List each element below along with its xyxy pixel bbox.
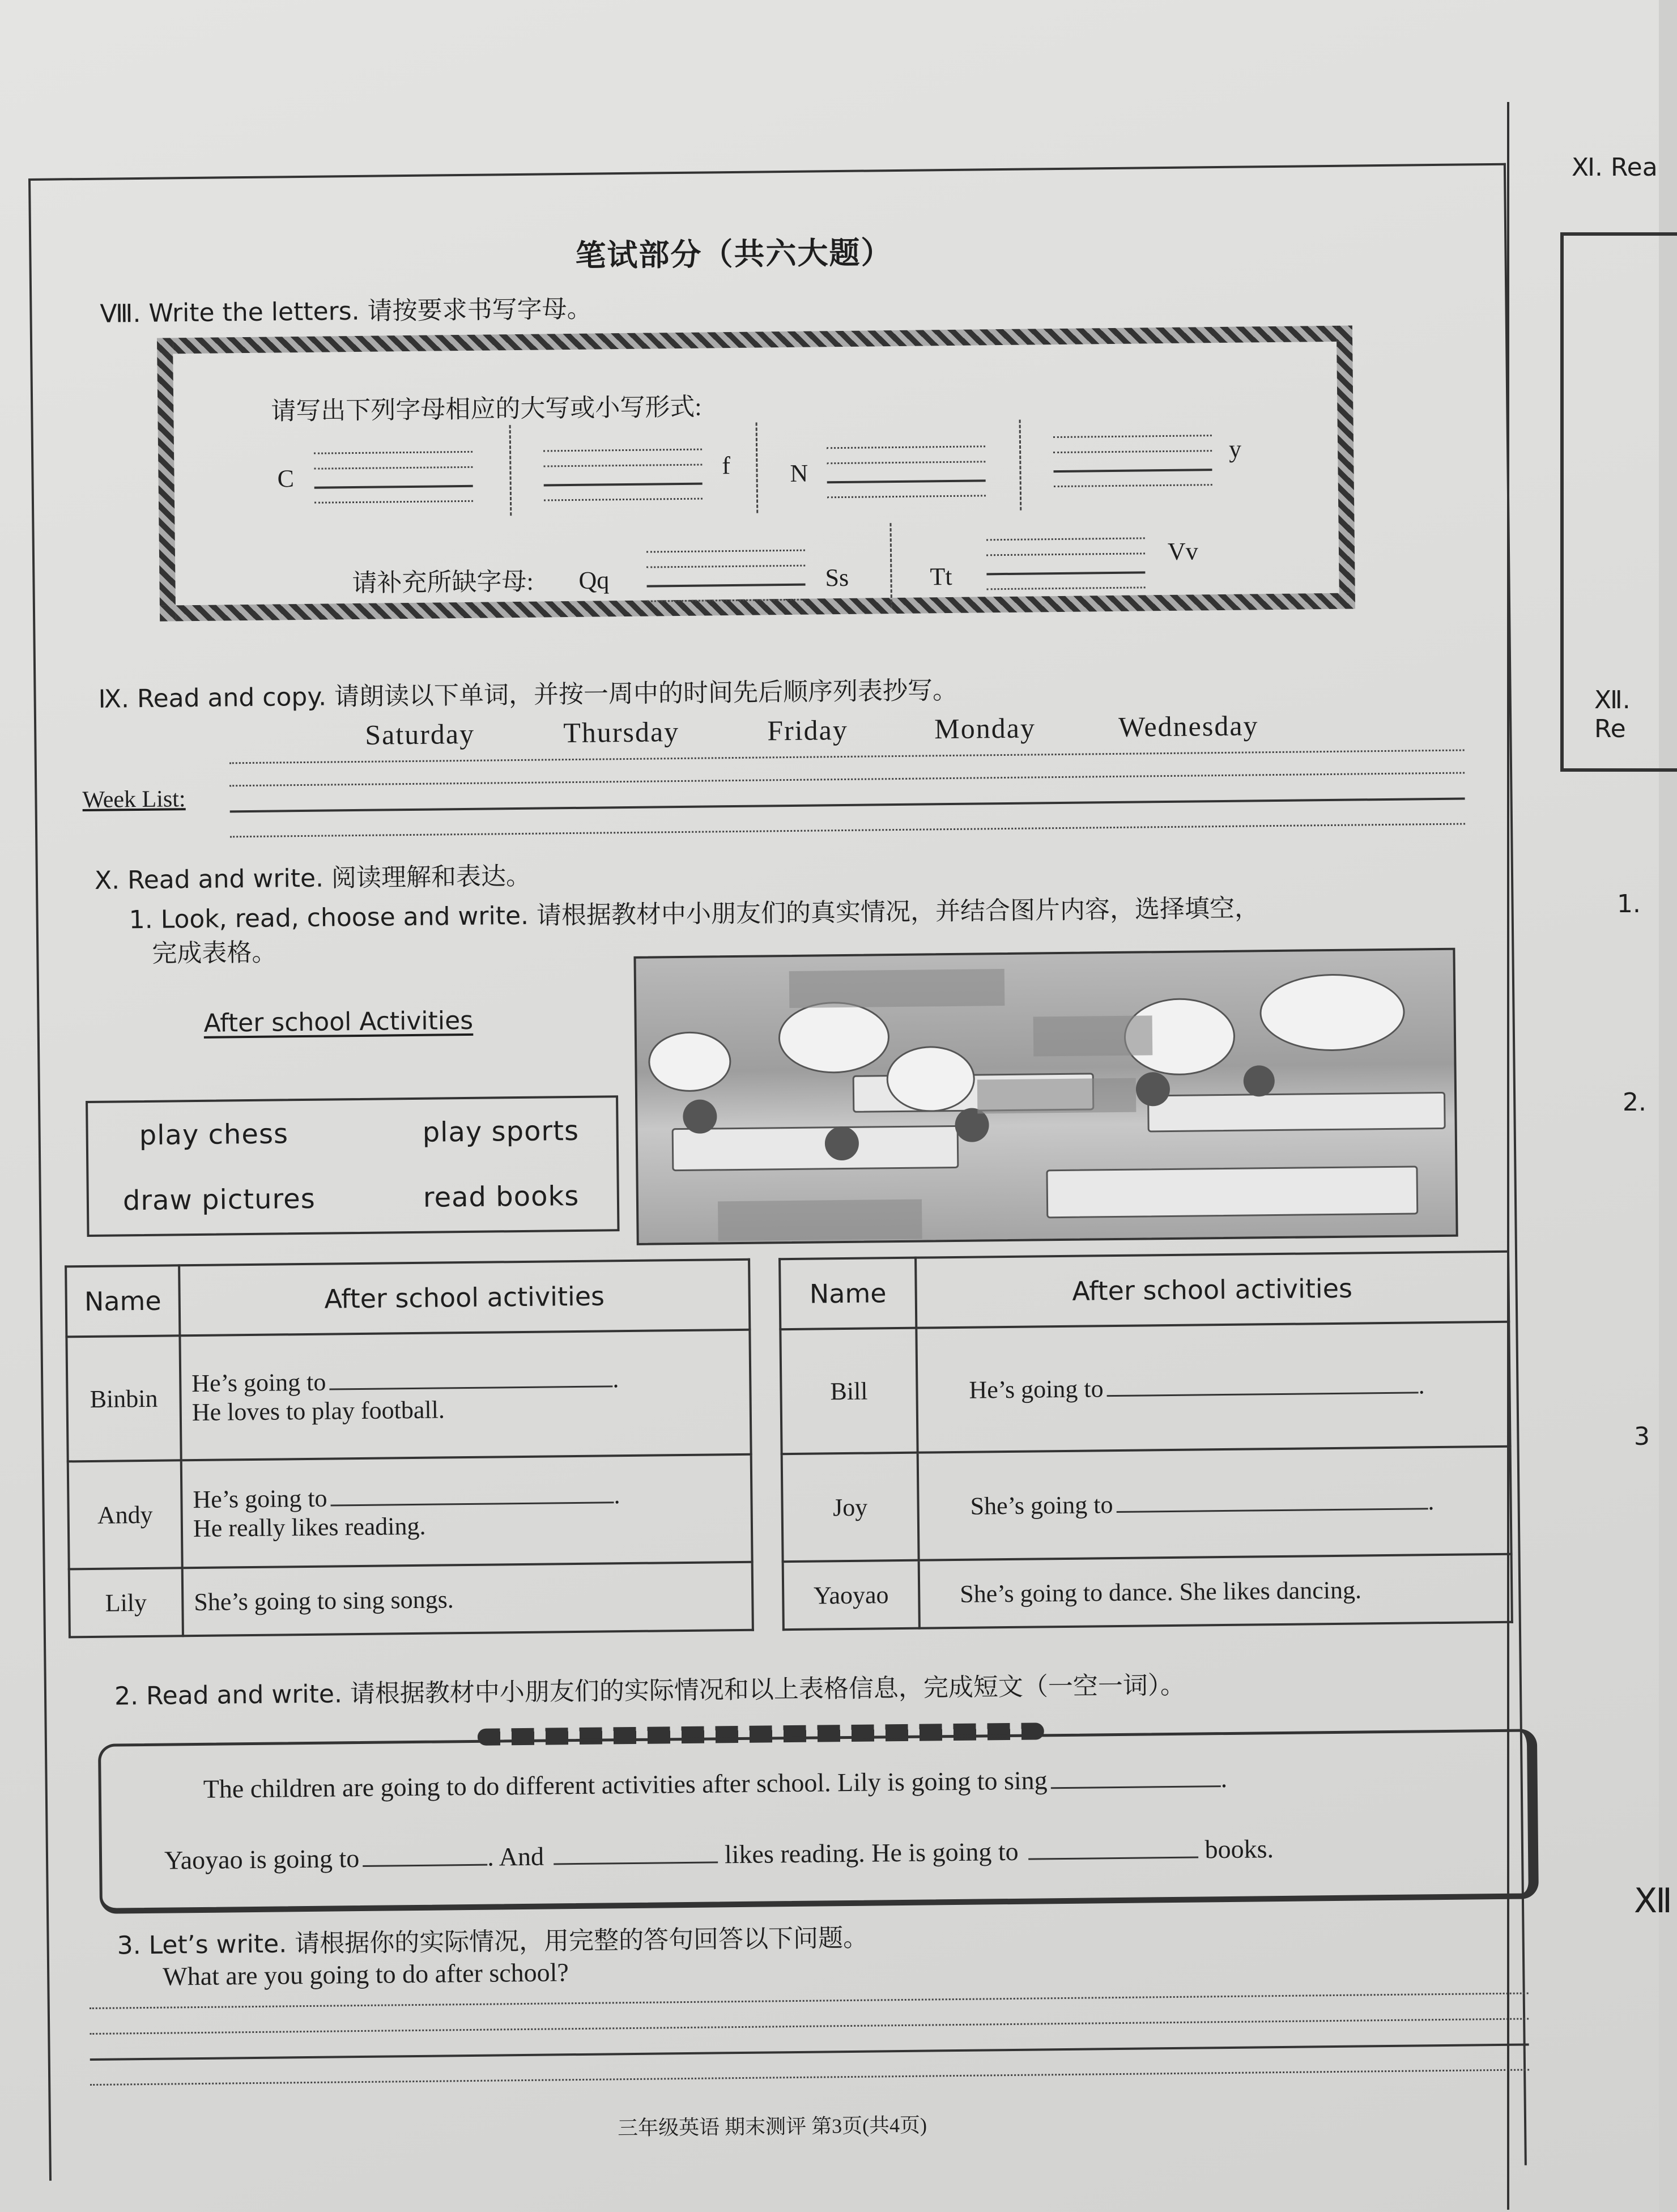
header-activities-right: After school activities xyxy=(916,1252,1509,1328)
lily-sentence: She’s going to sing songs. xyxy=(182,1562,753,1636)
table-row xyxy=(783,1554,1512,1630)
section-8-label: Ⅷ. Write the letters. 请按要求书写字母。 xyxy=(100,294,592,329)
joy-answer-blank[interactable] xyxy=(1117,1507,1428,1513)
andy-answer-blank[interactable] xyxy=(331,1501,614,1506)
section-13-label: Ⅻ xyxy=(1634,1881,1672,1921)
table-row: Bill He’s going to . xyxy=(780,1322,1510,1454)
question-3-instruction: 3. Let’s write. 请根据你的实际情况，用完整的答句回答以下问题。 xyxy=(117,1923,869,1960)
item-1: 1. xyxy=(1617,890,1641,918)
letter-tt: Tt xyxy=(930,562,952,591)
name-andy: Andy xyxy=(68,1460,182,1569)
section-12-label: Ⅻ. Re xyxy=(1594,686,1631,743)
header-name-right: Name xyxy=(780,1258,916,1330)
word-thursday: Thursday xyxy=(563,716,680,749)
section-10-label: Ⅹ. Read and write. 阅读理解和表达。 xyxy=(94,861,531,895)
missing-letters-instruction: 请补充所缺字母: xyxy=(352,567,534,598)
item-3: 3 xyxy=(1634,1422,1650,1451)
letters-instruction: 请写出下列字母相应的大写或小写形式: xyxy=(271,393,702,426)
section-11-label: Ⅺ. Rea xyxy=(1572,153,1658,182)
option-play-chess: play chess xyxy=(139,1118,289,1152)
binbin-note: He loves to play football. xyxy=(191,1396,445,1427)
name-yaoyao: Yaoyao xyxy=(783,1560,920,1630)
name-joy: Joy xyxy=(782,1453,919,1562)
adjacent-page xyxy=(1507,102,1672,2210)
question-2-instruction: 2. Read and write. 请根据教材中小朋友们的实际情况和以上表格信息，完成短文（一空一词）。 xyxy=(114,1670,1186,1711)
letter-n: N xyxy=(790,459,808,487)
header-activities: After school activities xyxy=(179,1260,750,1336)
page-title: 笔试部分（共六大题） xyxy=(575,235,893,274)
word-friday: Friday xyxy=(767,713,849,747)
option-play-sports: play sports xyxy=(422,1114,580,1148)
table-row: Joy She’s going to . xyxy=(782,1447,1512,1562)
bill-answer-blank[interactable] xyxy=(1107,1391,1419,1397)
andy-sentence: He’s going to xyxy=(193,1484,327,1514)
letter-y: y xyxy=(1228,435,1242,463)
classroom-picture xyxy=(633,948,1458,1245)
letter-ss: Ss xyxy=(825,563,849,592)
name-lily: Lily xyxy=(69,1568,183,1637)
question-1-instruction: 1. Look, read, choose and write. 请根据教材中小朋友们的真实情况，并结合图片内容，选择填空， xyxy=(129,894,1260,935)
word-saturday: Saturday xyxy=(365,717,475,751)
activities-box-title: After school Activities xyxy=(203,1006,474,1038)
bill-sentence: He’s going to xyxy=(969,1374,1104,1404)
passage-blank-4[interactable] xyxy=(1028,1856,1198,1860)
question-3-question: What are you going to do after school? xyxy=(162,1958,569,1991)
letter-vv: Vv xyxy=(1167,537,1199,565)
name-bill: Bill xyxy=(780,1328,917,1454)
letter-f: f xyxy=(722,452,731,480)
joy-sentence: She’s going to xyxy=(970,1490,1113,1520)
letter-c: C xyxy=(277,465,295,493)
header-name: Name xyxy=(66,1265,180,1337)
page-footer: 三年级英语 期末测评 第3页(共4页) xyxy=(617,2113,927,2140)
passage-blank-3[interactable] xyxy=(554,1861,718,1865)
table-row: Andy He’s going to . He really likes reading. xyxy=(68,1454,752,1569)
passage-line-2b: . And xyxy=(487,1841,544,1871)
passage-blank-2[interactable] xyxy=(363,1864,487,1867)
option-draw-pictures: draw pictures xyxy=(122,1182,316,1217)
binbin-answer-blank[interactable] xyxy=(329,1385,612,1390)
andy-note: He really likes reading. xyxy=(193,1512,426,1543)
activity-options-box xyxy=(86,1095,619,1237)
table-row: Binbin He’s going to . He loves to play football. xyxy=(66,1330,751,1462)
passage-box: The children are going to do different activities after school. Lily is going to sing . Yaoyao is going to . And likes reading. He is going to books. xyxy=(98,1729,1539,1914)
passage-line-2c: likes reading. He is going to xyxy=(724,1836,1019,1869)
section-9-label: Ⅸ. Read and copy. 请朗读以下单词，并按一周中的时间先后顺序列表抄写。 xyxy=(98,675,958,714)
binbin-sentence: He’s going to xyxy=(191,1368,326,1398)
activities-table-left xyxy=(65,1258,754,1639)
word-monday: Monday xyxy=(934,712,1036,745)
name-binbin: Binbin xyxy=(66,1335,181,1461)
passage-line-2d: books. xyxy=(1204,1834,1274,1864)
passage-line-1: The children are going to do different activities after school. Lily is going to sing xyxy=(203,1766,1048,1803)
activities-table-right xyxy=(778,1250,1513,1631)
item-2: 2. xyxy=(1623,1088,1646,1117)
option-read-books: read books xyxy=(423,1180,580,1214)
worksheet-page xyxy=(28,163,1527,2181)
word-wednesday: Wednesday xyxy=(1118,709,1259,743)
table-row xyxy=(69,1562,753,1637)
question-1-instruction-cont: 完成表格。 xyxy=(152,938,277,968)
yaoyao-sentence: She’s going to dance. She likes dancing. xyxy=(919,1554,1512,1628)
letter-qq: Qq xyxy=(578,566,610,594)
week-list-label: Week List: xyxy=(82,786,186,814)
passage-line-2a: Yaoyao is going to xyxy=(164,1844,360,1875)
passage-blank-1[interactable] xyxy=(1051,1785,1221,1789)
